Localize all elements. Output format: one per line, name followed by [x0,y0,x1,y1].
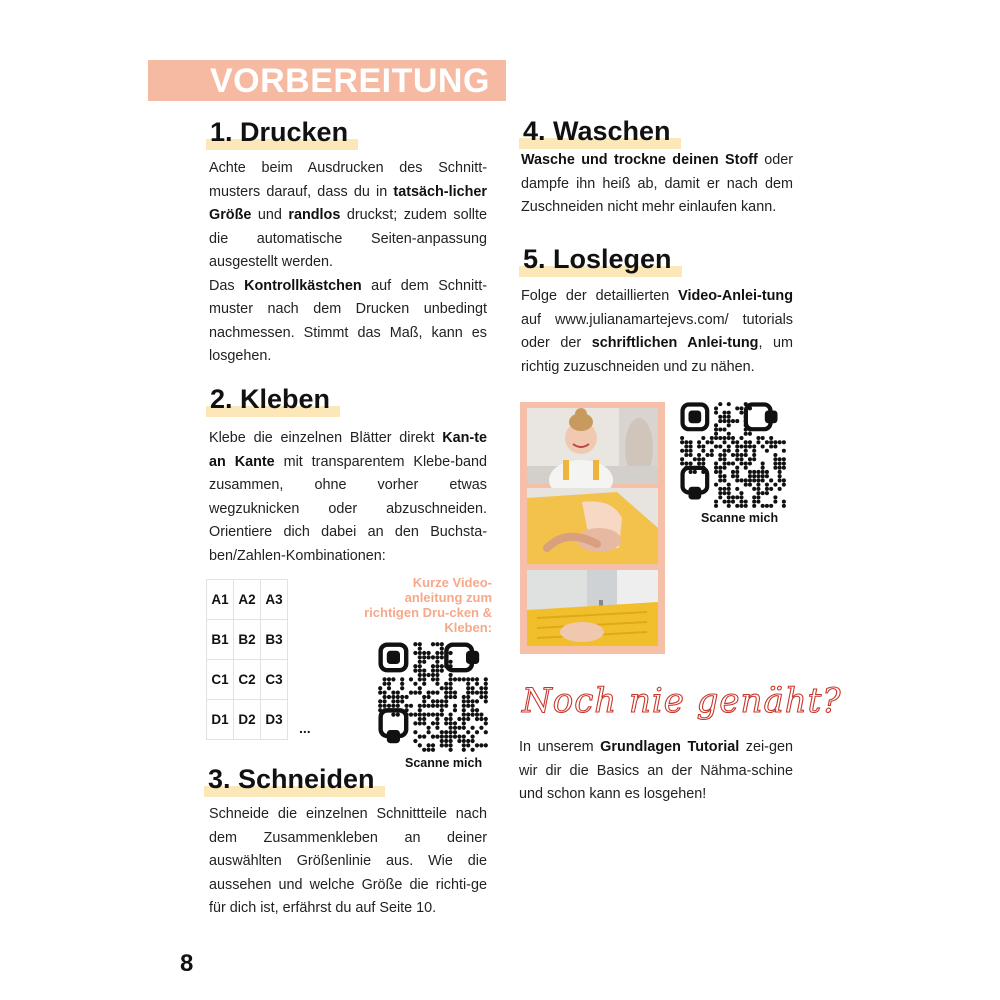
heading-drucken: 1. Drucken [210,116,354,148]
script-heading [516,660,842,730]
text-grundlagen: In unserem Grundlagen Tutorial zei-gen wir dir die Basics an der Nähma-schine und schon kann es losgehen! [519,739,793,802]
grid-cell: D3 [261,700,288,740]
photo-sewing-machine [527,570,658,646]
photo-presenter [527,408,658,484]
grid-cell: B1 [207,620,234,660]
heading-schneiden: 3. Schneiden [208,763,381,795]
text-loslegen: Folge der detaillierten Video-Anlei-tung auf www.julianamartejevs.com/ tutorials oder der schriftlichen Anlei-tung, um richtig zuzuschneiden und zu nähen. [521,288,793,375]
grid-cell: C2 [234,660,261,700]
code-grid [206,579,294,740]
grid-row [207,620,288,660]
grid-cell: C3 [261,660,288,700]
grid-row [207,700,288,740]
grid-cell: C1 [207,660,234,700]
grid-cell: B3 [261,620,288,660]
grid-cell: D2 [234,700,261,740]
grid-row [207,660,288,700]
script-heading-text: Noch nie genäht? [522,681,842,721]
video-note: Kurze Video-anleitung zum richtigen Dru-cken & Kleben: [364,575,492,635]
text-waschen: Wasche und trockne deinen Stoff oder dampfe ihn heiß ab, damit er nach dem Zuschneiden nicht mehr einlaufen kann. [521,152,793,215]
qr-code-right[interactable] [680,402,786,508]
grid-ellipsis: ... [299,720,311,736]
grid-row [207,580,288,620]
heading-waschen: 4. Waschen [523,115,677,147]
grid-cell: A1 [207,580,234,620]
grid-cell: A2 [234,580,261,620]
qr-label-left: Scanne mich [405,756,483,770]
text-drucken: Achte beim Ausdrucken des Schnitt-musters darauf, dass du in tatsäch-licher Größe und randlos druckst; zudem sollte die automatische Seiten-anpassung ausgestellt werden. Das Kontrollkästchen auf dem Schnitt-muster nach dem Drucken unbedingt nachmessen. Stimmt das Maß, kann es losgehen. [209,160,487,364]
qr-label-right: Scanne mich [701,511,779,525]
grid-cell: B2 [234,620,261,660]
photo-strip [520,402,665,654]
grid-cell: A3 [261,580,288,620]
text-schneiden: Schneide die einzelnen Schnittteile nach dem Zusammenkleben an deiner auswählten Größenlinie aus. Wie die aussehen und welche Größe die richti-ge für dich ist, erfährst du auf Seite 10. [209,806,487,916]
heading-kleben: 2. Kleben [210,383,336,415]
page-title: VORBEREITUNG [210,62,490,100]
text-kleben: Klebe die einzelnen Blätter direkt Kan-te an Kante mit transparentem Klebe-band zusammen, ohne vorher etwas wegzuknicken oder abzuschneiden. Orientiere dich dabei an den Buchsta-ben/Zahlen-Kombinationen: [209,430,487,564]
qr-code-left[interactable] [378,642,488,752]
heading-loslegen: 5. Loslegen [523,243,678,275]
page-number: 8 [180,950,194,977]
photo-fabric-cut [527,488,658,564]
grid-cell: D1 [207,700,234,740]
